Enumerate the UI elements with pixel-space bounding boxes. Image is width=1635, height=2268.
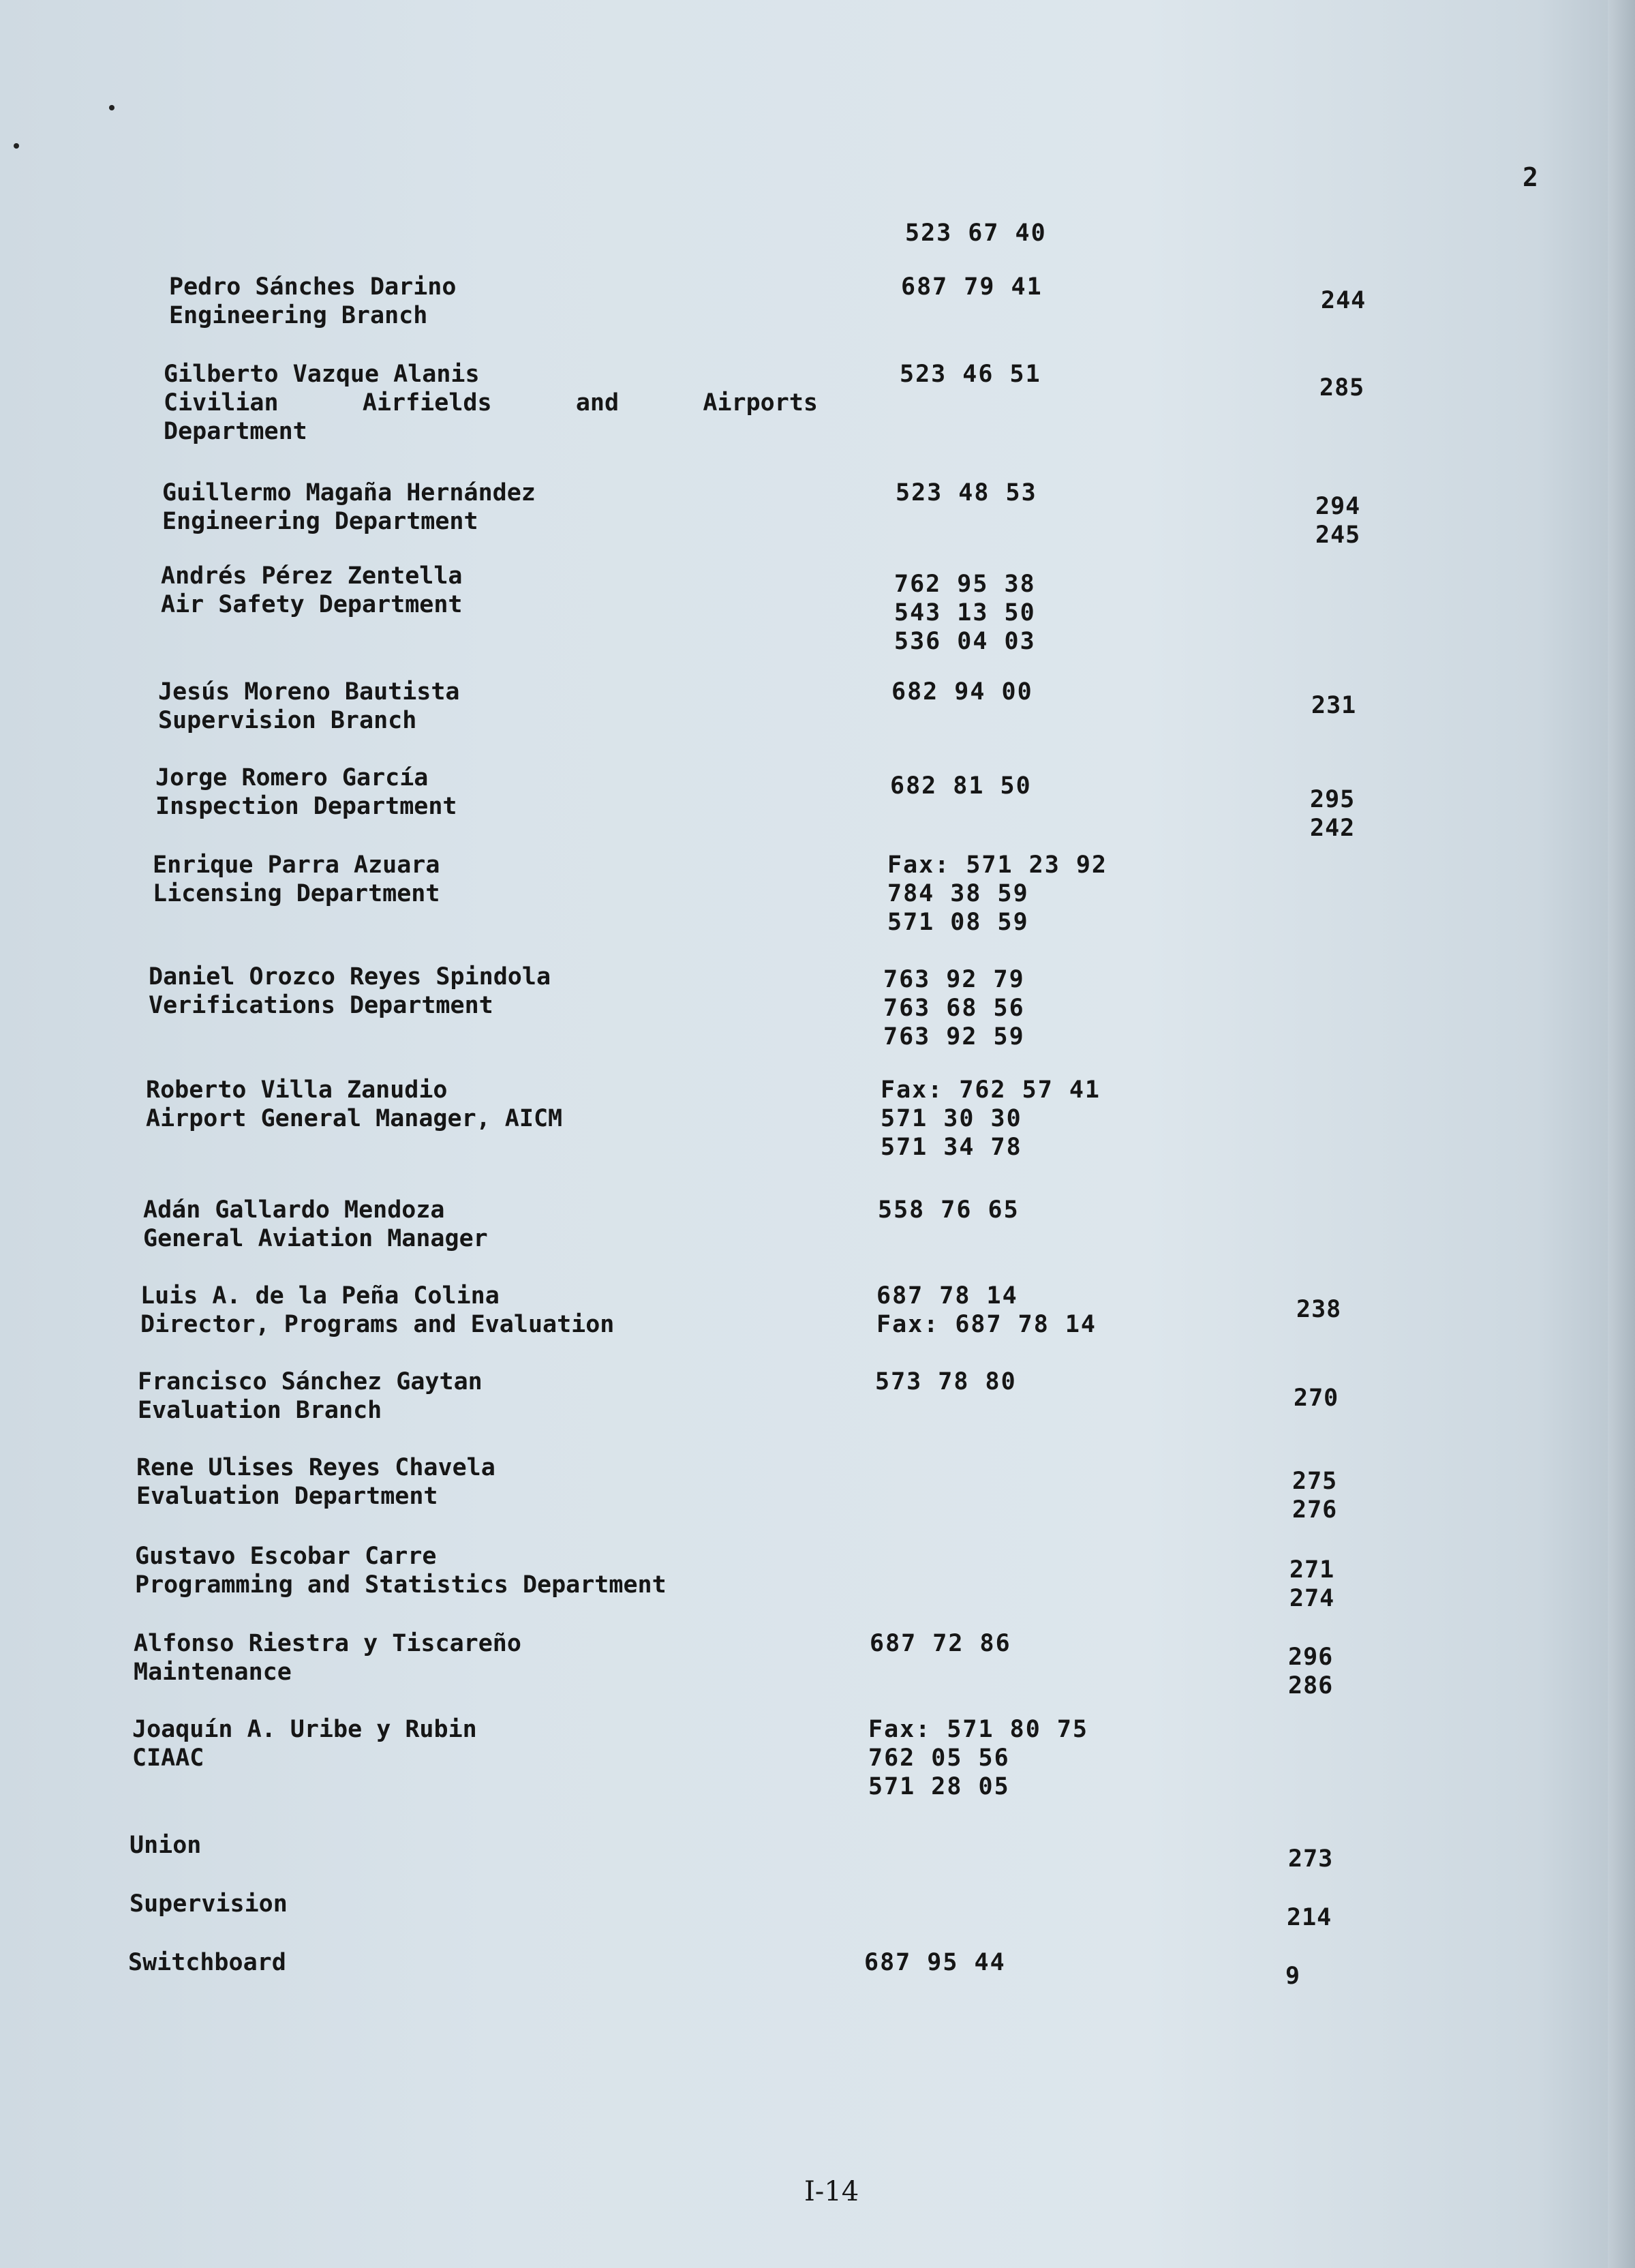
extension-number: 296	[1288, 1644, 1334, 1671]
job-title-line: Inspection Department	[155, 793, 457, 820]
phone-number: 558 76 65	[878, 1196, 1020, 1224]
job-title-line: Maintenance	[134, 1659, 292, 1686]
person-name: Jesús Moreno Bautista	[158, 678, 460, 706]
phone-numbers	[901, 273, 1043, 301]
directory-entry	[138, 1367, 483, 1425]
phone-number: 543 13 50	[894, 599, 1036, 626]
phone-numbers	[894, 570, 1036, 656]
extension-numbers	[1321, 286, 1366, 315]
job-title-line: Licensing Department	[153, 880, 440, 907]
fax-number: Fax: 687 78 14	[876, 1311, 1097, 1338]
top-phone-number: 523 67 40	[905, 220, 1047, 247]
phone-number: 687 95 44	[864, 1949, 1006, 1976]
person-name: Adán Gallardo Mendoza	[143, 1196, 445, 1224]
phone-number: 523 46 51	[900, 361, 1041, 388]
person-name: Pedro Sánches Darino	[169, 273, 457, 301]
phone-numbers	[870, 1629, 1011, 1658]
fax-number: Fax: 571 23 92	[887, 851, 1108, 879]
page-footer: I-14	[804, 2176, 859, 2207]
phone-number: 687 72 86	[870, 1630, 1011, 1657]
extension-numbers	[1310, 785, 1355, 843]
directory-entry	[164, 360, 818, 446]
directory-entry	[146, 1076, 562, 1133]
job-title-line: CIAAC	[132, 1744, 204, 1772]
directory-entry	[143, 1196, 488, 1253]
phone-numbers	[881, 1076, 1101, 1162]
extension-number: 242	[1310, 815, 1356, 842]
person-name: Andrés Pérez Zentella	[161, 562, 463, 590]
extension-numbers	[1315, 492, 1360, 549]
person-name: Gustavo Escobar Carre	[135, 1543, 437, 1570]
phone-number: 523 48 53	[896, 479, 1037, 506]
extension-numbers	[1288, 1845, 1333, 1873]
job-title-line: Supervision Branch	[158, 707, 417, 734]
job-title-line: Air Safety Department	[161, 591, 463, 618]
extension-number: 271	[1289, 1556, 1335, 1584]
job-title-line: Department	[164, 418, 307, 445]
fax-number: Fax: 571 80 75	[868, 1716, 1089, 1743]
extension-number: 273	[1288, 1845, 1334, 1873]
job-title-line: Verifications Department	[149, 992, 493, 1019]
person-name: Union	[129, 1832, 202, 1859]
person-name: Francisco Sánchez Gaytan	[138, 1368, 483, 1395]
job-title-word: Airfields	[362, 389, 492, 417]
extension-number: 274	[1289, 1585, 1335, 1612]
person-name: Jorge Romero García	[155, 764, 429, 791]
phone-number: 571 28 05	[868, 1773, 1010, 1800]
extension-number: 244	[1321, 287, 1366, 314]
extension-number: 238	[1296, 1296, 1342, 1323]
person-name: Luis A. de la Peña Colina	[140, 1282, 500, 1310]
phone-number: 682 94 00	[891, 678, 1033, 706]
job-title-line: Evaluation Department	[136, 1483, 438, 1510]
extension-number: 214	[1287, 1904, 1332, 1931]
extension-numbers	[1311, 691, 1356, 720]
phone-number: 687 79 41	[901, 273, 1043, 301]
phone-number: 573 78 80	[875, 1368, 1017, 1395]
phone-numbers	[900, 360, 1041, 389]
job-title-word: Airports	[703, 389, 818, 417]
extension-numbers	[1287, 1903, 1332, 1932]
directory-entry	[169, 273, 456, 330]
page-edge-shadow	[1608, 0, 1635, 2268]
extension-number: 9	[1285, 1963, 1301, 1990]
extension-number: 276	[1292, 1496, 1338, 1524]
extension-number: 294	[1315, 493, 1361, 520]
extension-numbers	[1288, 1643, 1333, 1700]
job-title-line: General Aviation Manager	[143, 1225, 488, 1252]
job-title-word: Civilian	[164, 389, 279, 417]
person-name: Guillermo Magaña Hernández	[162, 479, 536, 506]
phone-number: 571 34 78	[881, 1134, 1022, 1161]
directory-entry	[162, 479, 536, 536]
job-title-line: Programming and Statistics Department	[135, 1571, 667, 1599]
extension-number: 286	[1288, 1672, 1334, 1699]
phone-number: 763 92 59	[883, 1023, 1025, 1050]
directory-entry	[155, 763, 457, 821]
person-name: Switchboard	[128, 1949, 286, 1976]
directory-entry	[149, 963, 551, 1020]
extension-number: 231	[1311, 692, 1357, 719]
phone-numbers	[883, 965, 1025, 1051]
directory-entry	[134, 1629, 521, 1687]
phone-number: 687 78 14	[876, 1282, 1018, 1310]
phone-number: 682 81 50	[890, 772, 1032, 800]
extension-numbers	[1294, 1384, 1339, 1412]
directory-entry	[128, 1948, 286, 1977]
directory-entry	[136, 1453, 495, 1511]
job-title-line: Director, Programs and Evaluation	[140, 1311, 615, 1338]
directory-entry	[140, 1282, 614, 1339]
person-name: Alfonso Riestra y Tiscareño	[134, 1630, 521, 1657]
person-name: Supervision	[129, 1890, 288, 1918]
job-title-line: Engineering Branch	[169, 302, 428, 329]
phone-numbers	[875, 1367, 1017, 1396]
extension-number: 275	[1292, 1468, 1338, 1495]
phone-numbers	[887, 851, 1107, 937]
extension-numbers	[1292, 1467, 1337, 1524]
phone-number: 784 38 59	[887, 880, 1029, 907]
person-name: Daniel Orozco Reyes Spindola	[149, 963, 551, 991]
extension-number: 245	[1315, 521, 1361, 549]
extension-number: 295	[1310, 786, 1356, 813]
directory-entry	[158, 678, 460, 735]
phone-number: 571 08 59	[887, 909, 1029, 936]
phone-number: 571 30 30	[881, 1105, 1022, 1132]
person-name: Roberto Villa Zanudio	[146, 1076, 448, 1104]
extension-number: 270	[1294, 1385, 1339, 1412]
person-name: Joaquín A. Uribe y Rubin	[132, 1716, 477, 1743]
phone-numbers	[868, 1715, 1088, 1801]
page-number: 2	[1523, 162, 1538, 192]
job-title-word: and	[575, 389, 620, 417]
person-name: Gilberto Vazque Alanis	[164, 361, 480, 388]
phone-numbers	[864, 1948, 1006, 1977]
phone-numbers	[878, 1196, 1020, 1224]
directory-entry	[129, 1890, 288, 1918]
directory-entry	[129, 1831, 201, 1860]
directory-entry	[135, 1542, 667, 1599]
phone-number: 762 95 38	[894, 571, 1036, 598]
job-title-line	[164, 389, 818, 417]
person-name: Enrique Parra Azuara	[153, 851, 440, 879]
phone-number: 762 05 56	[868, 1744, 1010, 1772]
extension-numbers	[1296, 1295, 1341, 1324]
extension-numbers	[1285, 1962, 1300, 1991]
phone-numbers	[891, 678, 1033, 706]
phone-number: 763 68 56	[883, 995, 1025, 1022]
phone-number: 536 04 03	[894, 628, 1036, 655]
phone-numbers	[896, 479, 1037, 507]
job-title-line: Evaluation Branch	[138, 1397, 382, 1424]
fax-number: Fax: 762 57 41	[881, 1076, 1101, 1104]
directory-entry	[161, 562, 463, 619]
speck-mark	[14, 143, 19, 149]
speck-mark	[109, 105, 114, 110]
extension-numbers	[1289, 1556, 1334, 1613]
directory-entry	[132, 1715, 477, 1772]
job-title-line: Airport General Manager, AICM	[146, 1105, 563, 1132]
directory-entry	[153, 851, 440, 908]
person-name: Rene Ulises Reyes Chavela	[136, 1454, 495, 1481]
phone-numbers	[890, 772, 1032, 800]
extension-number: 285	[1319, 374, 1365, 402]
job-title-line: Engineering Department	[162, 508, 478, 535]
extension-numbers	[1319, 374, 1364, 402]
phone-numbers	[876, 1282, 1097, 1339]
phone-number: 763 92 79	[883, 966, 1025, 993]
